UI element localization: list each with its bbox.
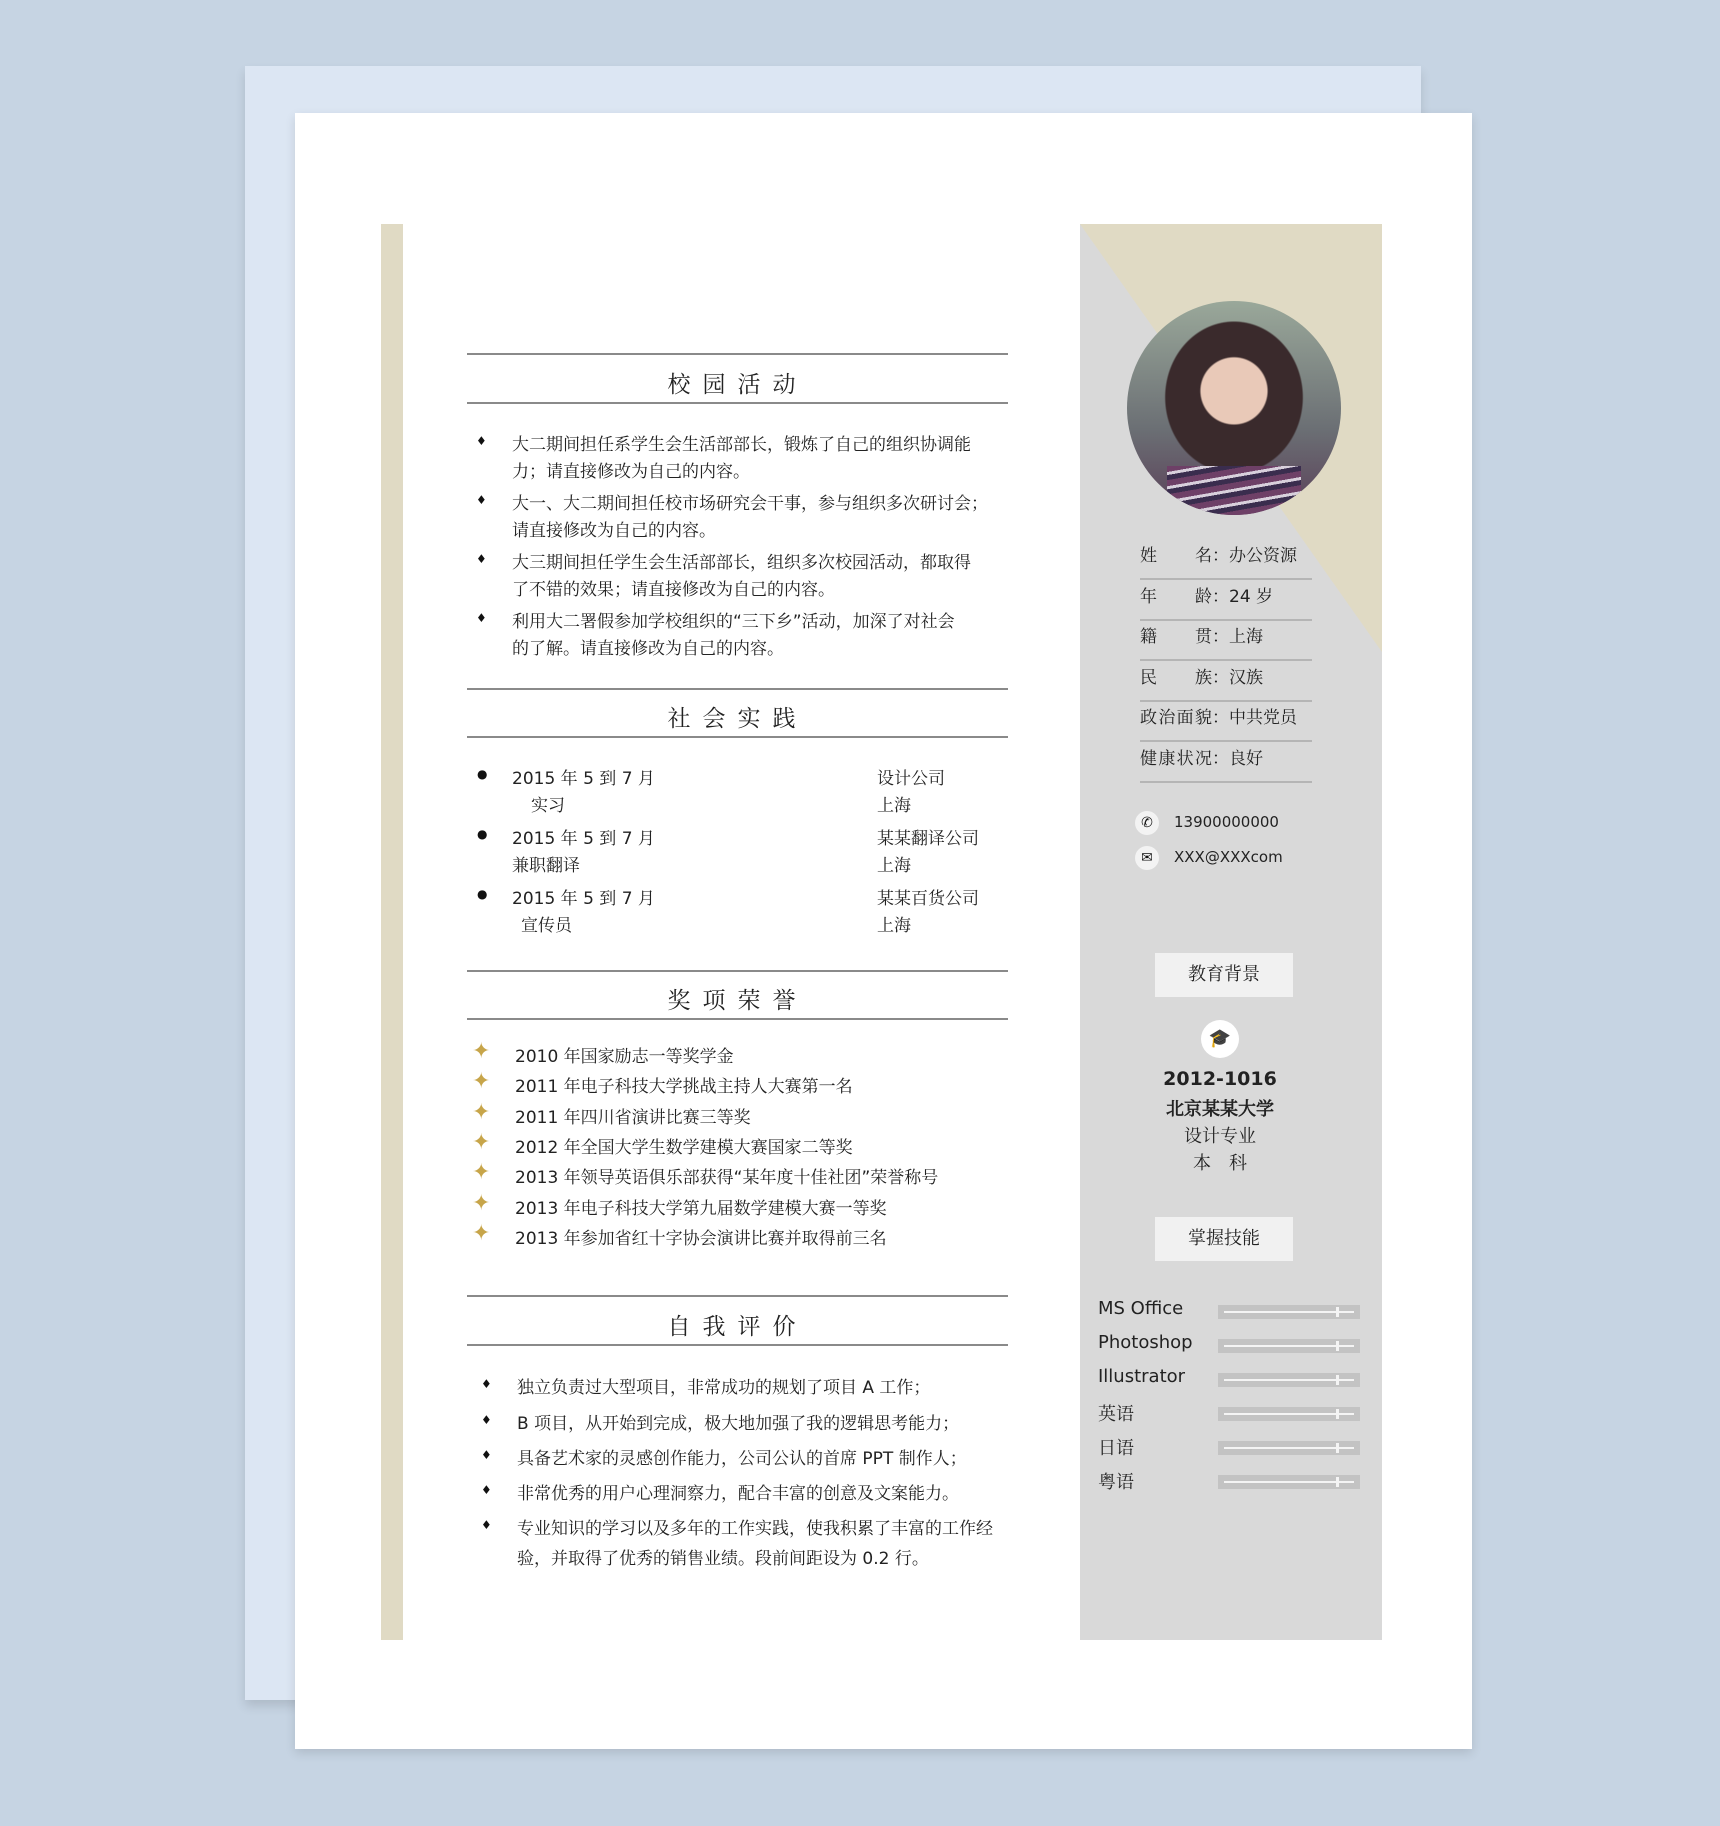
award-item: 2013 年参加省红十字协会演讲比赛并取得前三名 (515, 1228, 887, 1249)
practice-city: 上海 (877, 856, 911, 876)
profile-row (1140, 621, 1312, 661)
skill-level-marker (1336, 1375, 1339, 1385)
self-eval-text: 非常优秀的用户心理洞察力，配合丰富的创意及文案能力。 (517, 1484, 959, 1504)
graduation-cap-icon: 🎓 (1201, 1020, 1239, 1058)
drop-bullet-icon: ♦ (481, 1448, 492, 1462)
colon: ： (1212, 546, 1229, 566)
profile-label: 健康状况 (1140, 748, 1212, 769)
skill-track (1224, 1481, 1354, 1483)
dot-bullet-icon: ● (477, 887, 488, 901)
skill-level-bar (1218, 1407, 1360, 1421)
drop-bullet-icon: ♦ (476, 493, 487, 507)
section-divider (467, 970, 1008, 972)
colon: ： (1212, 748, 1229, 769)
section-title: 校园活动 (667, 372, 808, 398)
skill-level-bar (1218, 1475, 1360, 1489)
practice-date: 2015 年 5 到 7 月 (512, 769, 655, 789)
skill-name: Illustrator (1098, 1366, 1186, 1387)
bullet-text: 请直接修改为自己的内容。 (512, 521, 716, 541)
practice-company: 某某翻译公司 (877, 829, 979, 849)
colon: ： (1212, 667, 1229, 688)
section-divider (467, 1344, 1008, 1346)
drop-bullet-icon: ♦ (481, 1377, 492, 1391)
colon: ： (1212, 708, 1229, 728)
self-eval-text: 独立负责过大型项目，非常成功的规划了项目 A 工作； (517, 1378, 931, 1398)
skill-level-marker (1336, 1341, 1339, 1351)
section-divider (467, 1018, 1008, 1020)
section-title: 社会实践 (667, 706, 808, 732)
skill-level-bar (1218, 1441, 1360, 1455)
drop-bullet-icon: ♦ (476, 611, 487, 625)
practice-city: 上海 (877, 916, 911, 936)
skill-level-marker (1336, 1443, 1339, 1453)
award-item: 2011 年四川省演讲比赛三等奖 (515, 1107, 751, 1128)
skill-level-marker (1336, 1409, 1339, 1419)
drop-bullet-icon: ♦ (481, 1518, 492, 1532)
skill-track (1224, 1447, 1354, 1449)
profile-value: 24 岁 (1229, 586, 1274, 607)
profile-value: 良好 (1229, 748, 1263, 769)
skill-level-bar (1218, 1339, 1360, 1353)
practice-role: 宣传员 (521, 916, 572, 936)
practice-city: 上海 (877, 796, 911, 816)
self-eval-text: 专业知识的学习以及多年的工作实践，使我积累了丰富的工作经 (517, 1519, 993, 1539)
section-divider (467, 688, 1008, 690)
drop-bullet-icon: ♦ (476, 552, 487, 566)
drop-bullet-icon: ♦ (481, 1413, 492, 1427)
practice-company: 某某百货公司 (877, 889, 979, 909)
profile-row (1140, 581, 1312, 621)
bullet-text: 的了解。请直接修改为自己的内容。 (512, 639, 784, 659)
skill-name: 日语 (1098, 1438, 1134, 1459)
self-eval-text: B 项目，从开始到完成，极大地加强了我的逻辑思考能力； (517, 1414, 960, 1434)
section-divider (467, 736, 1008, 738)
education-years: 2012-1016 (1163, 1068, 1277, 1090)
award-item: 2011 年电子科技大学挑战主持人大赛第一名 (515, 1077, 853, 1098)
practice-date: 2015 年 5 到 7 月 (512, 889, 655, 909)
skill-name: 粤语 (1098, 1472, 1134, 1493)
practice-role: 实习 (531, 796, 565, 816)
star-icon: ✦ (472, 1099, 491, 1125)
section-divider (467, 353, 1008, 355)
award-item: 2013 年领导英语俱乐部获得“某年度十佳社团”荣誉称号 (515, 1168, 939, 1189)
section-divider (467, 402, 1008, 404)
skill-name: MS Office (1098, 1298, 1184, 1319)
dot-bullet-icon: ● (477, 767, 488, 781)
skills-heading: 掌握技能 (1155, 1217, 1293, 1261)
bullet-text: 利用大二署假参加学校组织的“三下乡”活动，加深了对社会 (512, 612, 955, 632)
skill-name: Photoshop (1098, 1332, 1193, 1353)
profile-value: 办公资源 (1229, 546, 1297, 566)
profile-value: 上海 (1229, 627, 1263, 647)
skill-track (1224, 1345, 1354, 1347)
skill-level-bar (1218, 1373, 1360, 1387)
phone-icon: ✆ (1135, 811, 1159, 835)
skill-level-marker (1336, 1307, 1339, 1317)
profile-row (1140, 662, 1312, 702)
profile-row (1140, 743, 1312, 783)
self-eval-text: 具备艺术家的灵感创作能力，公司公认的首席 PPT 制作人； (517, 1449, 967, 1469)
bullet-text: 了不错的效果；请直接修改为自己的内容。 (512, 580, 835, 600)
skill-level-bar (1218, 1305, 1360, 1319)
education-major: 设计专业 (1184, 1126, 1256, 1147)
practice-company: 设计公司 (877, 769, 945, 789)
profile-label: 民族 (1140, 667, 1212, 688)
skill-track (1224, 1311, 1354, 1313)
accent-strip (381, 224, 403, 1640)
star-icon: ✦ (472, 1069, 491, 1095)
profile-value: 中共党员 (1229, 708, 1297, 728)
email-address: XXX@XXXcom (1174, 848, 1283, 866)
award-item: 2010 年国家励志一等奖学金 (515, 1047, 734, 1067)
profile-value: 汉族 (1229, 667, 1263, 688)
section-title: 自我评价 (667, 1314, 808, 1340)
profile-row (1140, 702, 1312, 742)
profile-label: 籍贯 (1140, 627, 1212, 647)
education-degree: 本 科 (1193, 1153, 1247, 1174)
profile-label: 政治面貌 (1140, 708, 1212, 728)
dot-bullet-icon: ● (477, 827, 488, 841)
education-heading: 教育背景 (1155, 953, 1293, 997)
skill-track (1224, 1413, 1354, 1415)
practice-role: 兼职翻译 (512, 856, 580, 876)
drop-bullet-icon: ♦ (476, 434, 487, 448)
phone-number: 13900000000 (1174, 813, 1279, 831)
bullet-text: 大一、大二期间担任校市场研究会干事，参与组织多次研讨会； (512, 494, 988, 514)
mail-icon: ✉ (1135, 846, 1159, 870)
skill-level-marker (1336, 1477, 1339, 1487)
star-icon: ✦ (472, 1190, 491, 1216)
colon: ： (1212, 627, 1229, 647)
profile-label: 姓名 (1140, 546, 1212, 566)
self-eval-text: 验，并取得了优秀的销售业绩。段前间距设为 0.2 行。 (517, 1549, 929, 1569)
star-icon: ✦ (472, 1039, 491, 1064)
award-item: 2012 年全国大学生数学建模大赛国家二等奖 (515, 1137, 853, 1158)
profile-row (1140, 540, 1312, 580)
skill-track (1224, 1379, 1354, 1381)
star-icon: ✦ (472, 1129, 491, 1155)
colon: ： (1212, 586, 1229, 607)
drop-bullet-icon: ♦ (481, 1483, 492, 1497)
award-item: 2013 年电子科技大学第九届数学建模大赛一等奖 (515, 1198, 887, 1219)
bullet-text: 大三期间担任学生会生活部部长，组织多次校园活动，都取得 (512, 553, 971, 573)
avatar (1127, 301, 1341, 515)
education-school: 北京某某大学 (1166, 1099, 1274, 1120)
practice-date: 2015 年 5 到 7 月 (512, 829, 655, 849)
bullet-text: 大二期间担任系学生会生活部部长，锻炼了自己的组织协调能 (512, 435, 971, 455)
section-title: 奖项荣誉 (667, 988, 808, 1014)
skill-name: 英语 (1098, 1404, 1134, 1425)
star-icon: ✦ (472, 1160, 491, 1186)
bullet-text: 力；请直接修改为自己的内容。 (512, 462, 750, 482)
section-divider (467, 1295, 1008, 1297)
profile-label: 年龄 (1140, 586, 1212, 607)
star-icon: ✦ (472, 1220, 491, 1246)
